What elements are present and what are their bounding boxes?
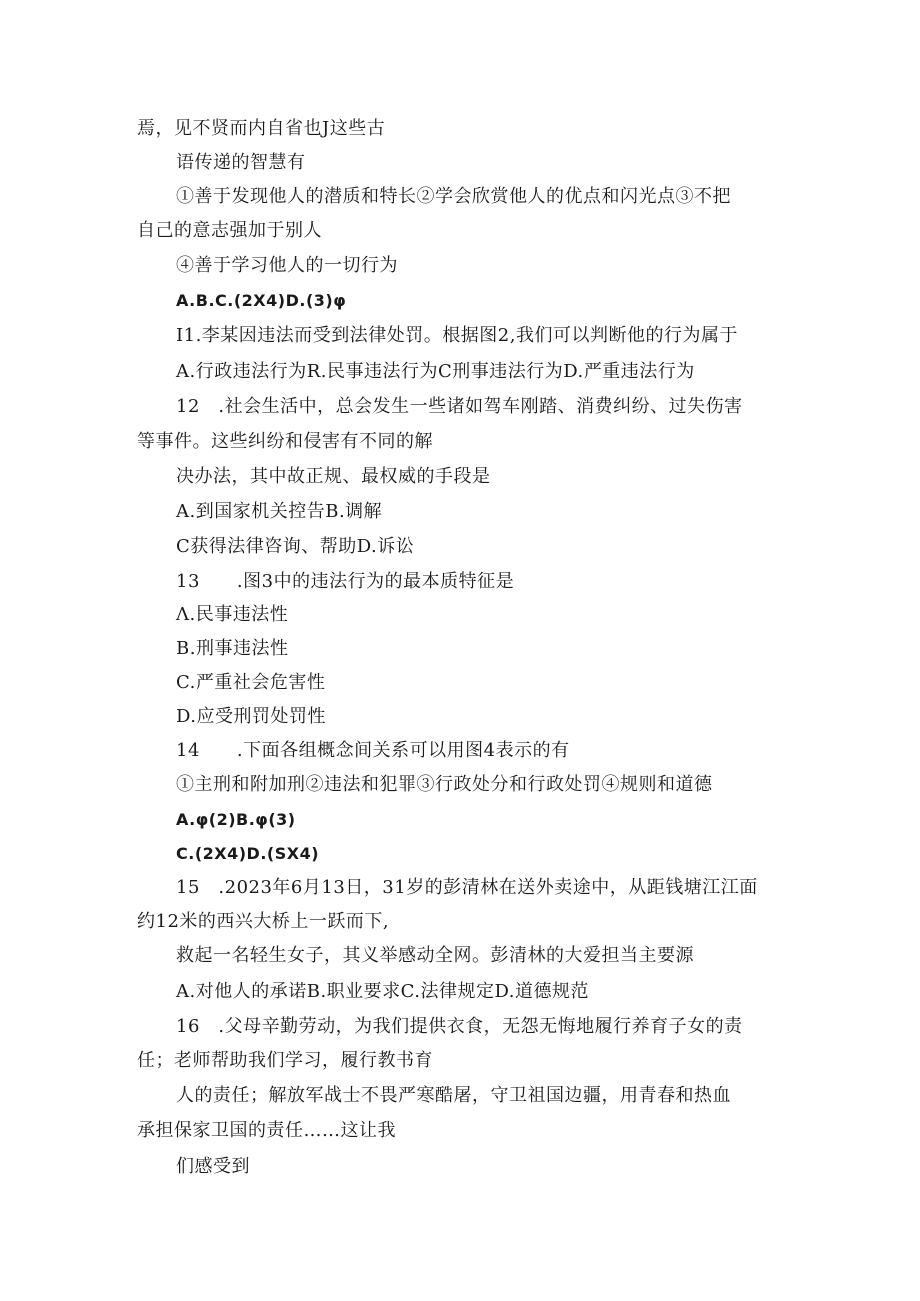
text-line-2: 语传递的智慧有	[176, 152, 306, 173]
options-line-10: A.B.C.(2X4)D.(3)φ	[176, 291, 347, 310]
option-13a: Λ.民事违法性	[176, 604, 289, 625]
option-13c: C.严重社会危害性	[176, 672, 326, 693]
question-15: 15 .2023年6月13日，31岁的彭清林在送外卖途中，从距钱塘江江面	[176, 877, 758, 898]
options-line-14a: A.φ(2)B.φ(3)	[176, 810, 296, 829]
question-14: 14 .下面各组概念间关系可以用图4表示的有	[176, 740, 570, 761]
text-line-4: 自己的意志强加于别人	[137, 220, 322, 241]
text-line-16c: 人的责任；解放军战士不畏严寒酷屠，守卫祖国边疆，用青春和热血	[176, 1085, 731, 1106]
text-line-16e: 们感受到	[176, 1156, 250, 1177]
options-line-11: A.行政违法行为R.民事违法行为C刑事违法行为D.严重违法行为	[176, 361, 695, 382]
question-11: I1.李某因违法而受到法律处罚。根据图2,我们可以判断他的行为属于	[176, 325, 738, 346]
text-line-16d: 承担保家卫国的责任……这让我	[137, 1120, 396, 1141]
question-13: 13 .图3中的违法行为的最本质特征是	[176, 571, 515, 592]
option-13d: D.应受刑罚处罚性	[176, 706, 327, 727]
text-line-5: ④善于学习他人的一切行为	[176, 255, 398, 276]
options-line-14b: C.(2X4)D.(SX4)	[176, 844, 320, 863]
text-line-1: 焉，见不贤而内自省也J这些古	[137, 118, 386, 139]
question-12: 12 .社会生活中，总会发生一些诸如驾车刚踏、消费纠纷、过失伤害	[176, 396, 743, 417]
text-line-15b: 约12米的西兴大桥上一跃而下,	[137, 911, 390, 932]
question-16: 16 .父母辛勤劳动，为我们提供衣食，无怨无悔地履行养育子女的责	[176, 1016, 743, 1037]
text-line-12c: 决办法，其中故正规、最权威的手段是	[176, 466, 491, 487]
text-line-3: ①善于发现他人的潜质和特长②学会欣赏他人的优点和闪光点③不把	[176, 186, 731, 207]
options-line-15: A.对他人的承诺B.职业要求C.法律规定D.道德规范	[176, 981, 590, 1002]
text-line-16b: 任；老师帮助我们学习，履行教书育	[137, 1050, 433, 1071]
options-line-12b: C获得法律咨询、帮助D.诉讼	[176, 536, 415, 557]
text-line-15c: 救起一名轻生女子，其义举感动全网。彭清林的大爱担当主要源	[176, 945, 694, 966]
option-13b: B.刑事违法性	[176, 638, 289, 659]
text-line-14b: ①主刑和附加刑②违法和犯罪③行政处分和行政处罚④规则和道德	[176, 774, 713, 795]
text-line-12b: 等事件。这些纠纷和侵害有不同的解	[137, 431, 433, 452]
options-line-12a: A.到国家机关控告B.调解	[176, 501, 383, 522]
